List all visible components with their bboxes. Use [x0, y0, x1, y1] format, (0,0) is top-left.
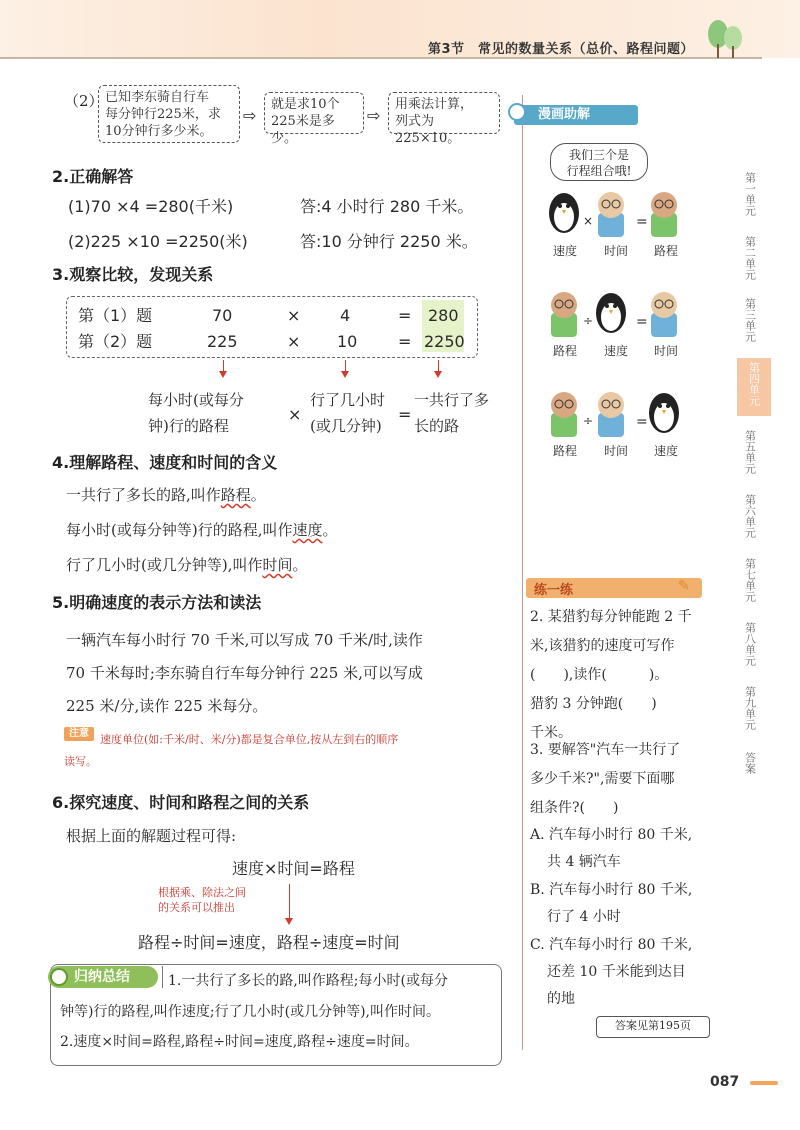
comic-banner: 漫画助解	[514, 105, 638, 125]
summary-line-1: 1.一共行了多长的路,叫作路程;每小时(或每分	[168, 973, 448, 989]
pencil-icon: ✎	[678, 578, 690, 594]
row-value: 225	[207, 332, 238, 351]
bear-icon-blue	[598, 392, 624, 437]
speech-bubble	[550, 143, 648, 181]
red-arrow	[289, 884, 290, 920]
row-result: 2250	[424, 332, 465, 351]
penguin-icon	[596, 293, 626, 333]
operator: ÷	[583, 314, 594, 328]
meaning-box	[264, 92, 364, 146]
section-2-title: 2.正确解答	[52, 167, 134, 186]
method-line-2: 列式为225×10。	[395, 114, 461, 146]
equals-sign: =	[398, 405, 412, 424]
def-text: 。	[322, 521, 338, 539]
option-line: 还差 10 千米能到达目	[547, 964, 686, 980]
term-distance: 路程	[220, 486, 251, 504]
meaning-line-2: 225米是多少。	[271, 114, 335, 146]
equals-sign: =	[636, 314, 648, 330]
label-line: 行了几小时	[310, 391, 386, 409]
toc-label: 第一单元	[743, 172, 757, 216]
operator: ÷	[583, 414, 594, 428]
section-title: 第3节 常见的数量关系（总价、路程问题）	[427, 42, 694, 57]
section-4-title: 4.理解路程、速度和时间的含义	[52, 453, 278, 472]
bear-icon-blue	[651, 292, 677, 337]
option-a[interactable]	[530, 822, 692, 876]
para-line: 70 千米每时;李东骑自行车每分钟行 225 米,可以写成	[66, 664, 423, 682]
toc-tab-unit-2[interactable]	[735, 236, 765, 280]
times-sign: ×	[287, 306, 301, 325]
toc-tab-unit-6[interactable]	[735, 494, 765, 538]
para-line: 一辆汽车每小时行 70 千米,可以写成 70 千米/时,读作	[66, 631, 423, 649]
answer-2: 答:10 分钟行 2250 米。	[300, 232, 478, 251]
given-line-2: 每分钟行225米，求	[105, 107, 221, 122]
toc-label: 第四单元	[747, 362, 761, 406]
toc-label: 第七单元	[743, 558, 757, 602]
solution-1: (1)70 ×4 =280(千米)	[68, 197, 234, 216]
question-3	[530, 736, 680, 823]
speed-notation-paragraph	[66, 624, 423, 723]
q-line: ( ),读作( )。	[530, 667, 669, 683]
arrow-right-icon: ⇨	[243, 106, 257, 125]
q-line: 千米。	[530, 725, 572, 741]
arrow-down-icon	[285, 918, 293, 925]
q-line: 2. 某猎豹每分钟能跑 2 千	[530, 609, 692, 625]
comic-row-2	[540, 283, 690, 341]
toc-tab-unit-9[interactable]	[735, 686, 765, 730]
option-line: 的地	[547, 991, 575, 1007]
label-line: (或几分钟)	[310, 417, 382, 435]
comic-label: 时间	[654, 344, 679, 358]
q-line: 猎豹 3 分钟跑( )	[530, 696, 657, 712]
toc-label: 第三单元	[743, 298, 757, 342]
q-line: 多少千米?",需要下面哪	[530, 771, 675, 787]
toc-tab-unit-3[interactable]	[735, 298, 765, 342]
q-line: 组条件?( )	[530, 800, 619, 816]
label-line: 长的路	[414, 417, 460, 435]
equals-sign: =	[636, 214, 648, 230]
option-c[interactable]	[530, 932, 692, 1013]
section-5-title: 5.明确速度的表示方法和读法	[52, 593, 262, 612]
bear-icon-green	[651, 192, 677, 237]
summary-line-3: 2.速度×时间=路程,路程÷时间=速度,路程÷速度=时间。	[60, 1034, 419, 1050]
definition-distance	[66, 484, 266, 505]
comic-label: 时间	[604, 244, 629, 258]
toc-label: 第九单元	[743, 686, 757, 730]
header-rule	[0, 57, 762, 59]
meaning-time	[310, 387, 385, 439]
option-line: 行了 4 小时	[547, 909, 621, 925]
arrow-down-icon	[219, 371, 227, 378]
comic-row-3	[540, 383, 690, 441]
bubble-line: 我们三个是	[568, 148, 629, 162]
row-label: 第（2）题	[78, 332, 153, 351]
option-line: B. 汽车每小时行 80 千米,	[530, 882, 693, 898]
toc-tab-unit-4[interactable]	[737, 358, 771, 416]
toc-label: 第六单元	[743, 494, 757, 538]
comic-label: 速度	[654, 444, 679, 458]
def-text: 一共行了多长的路,叫作	[66, 486, 221, 504]
summary-tag-divider	[162, 966, 163, 988]
row-value: 70	[212, 306, 233, 325]
comic-label: 速度	[553, 244, 578, 258]
arrow-right-icon: ⇨	[367, 106, 381, 125]
toc-label: 第八单元	[743, 622, 757, 666]
para-line: 225 米/分,读作 225 米每分。	[66, 697, 268, 715]
practice-title: 练一练	[534, 583, 574, 598]
comic-label: 路程	[553, 444, 578, 458]
label-line: 每小时(或每分	[148, 391, 244, 409]
derive-hint	[158, 885, 246, 915]
method-box	[388, 92, 500, 146]
note-line: 读写。	[64, 755, 97, 768]
toc-label: 第二单元	[743, 236, 757, 280]
derive-intro: 根据上面的解题过程可得:	[66, 827, 237, 845]
row-result: 280	[428, 306, 459, 325]
target-icon	[50, 968, 68, 986]
page-number: 087	[710, 1074, 740, 1090]
term-speed: 速度	[292, 521, 323, 539]
given-line-1: 已知李东骑自行车	[105, 90, 210, 105]
meaning-line-1: 就是求10个	[271, 97, 340, 112]
given-line-3: 10分钟行多少米。	[105, 124, 213, 139]
label-line: 钟)行的路程	[148, 417, 229, 435]
note-tag: 注意	[64, 727, 94, 741]
formula-derived: 路程÷时间=速度，路程÷速度=时间	[138, 933, 400, 952]
answer-reference[interactable]: 答案见第195页	[596, 1016, 710, 1038]
toc-label: 答案	[743, 752, 757, 774]
q-line: 米,该猎豹的速度可写作	[530, 638, 675, 654]
solution-2: (2)225 ×10 =2250(米)	[68, 232, 248, 251]
hint-line: 根据乘、除法之间	[158, 886, 246, 899]
tree-icon	[706, 18, 744, 58]
equals-sign: =	[398, 332, 412, 351]
section-3-title: 3.观察比较，发现关系	[52, 265, 214, 284]
summary-tag: 归纳总结	[48, 966, 158, 988]
toc-tab-unit-5[interactable]	[735, 430, 765, 474]
toc-tab-unit-7[interactable]	[735, 558, 765, 602]
page-accent-bar	[750, 1081, 778, 1085]
column-divider	[522, 95, 523, 1050]
option-b[interactable]	[530, 877, 692, 931]
arrow-down-icon	[434, 371, 442, 378]
option-line: C. 汽车每小时行 80 千米,	[530, 937, 693, 953]
definition-time	[66, 554, 308, 575]
q-line: 3. 要解答"汽车一共行了	[530, 742, 681, 758]
row-value: 4	[340, 306, 351, 325]
comic-label: 时间	[604, 444, 629, 458]
row-value: 10	[337, 332, 358, 351]
bear-icon-green	[551, 392, 577, 437]
toc-label: 第五单元	[743, 430, 757, 474]
operator: ×	[583, 214, 594, 228]
note-text	[100, 727, 398, 753]
hint-line: 的关系可以推出	[158, 901, 235, 914]
meaning-speed	[148, 387, 244, 439]
bear-icon-blue	[598, 192, 624, 237]
answer-1: 答:4 小时行 280 千米。	[300, 197, 474, 216]
summary-line-2: 钟等)行的路程,叫作速度;行了几小时(或几分钟等),叫作时间。	[60, 1004, 441, 1020]
step-number: （2）	[64, 92, 104, 110]
times-sign: ×	[287, 332, 301, 351]
toc-tab-answers[interactable]	[735, 752, 765, 774]
bear-icon-green	[551, 292, 577, 337]
equals-sign: =	[636, 414, 648, 430]
term-time: 时间	[262, 556, 293, 574]
def-text: 每小时(或每分钟等)行的路程,叫作	[66, 521, 293, 539]
meaning-distance	[414, 387, 489, 439]
toc-tab-unit-1[interactable]	[735, 172, 765, 216]
def-text: 。	[292, 556, 308, 574]
note-line: 速度单位(如:千米/时、米/分)都是复合单位,按从左到右的顺序	[100, 733, 399, 746]
comic-label: 路程	[654, 244, 679, 258]
section-6-title: 6.探究速度、时间和路程之间的关系	[52, 793, 310, 812]
option-line: A. 汽车每小时行 80 千米,	[530, 827, 693, 843]
label-line: 一共行了多	[414, 391, 490, 409]
bubble-line: 行程组合哦!	[566, 164, 632, 178]
hand-pointer-icon	[508, 103, 526, 121]
equals-sign: =	[398, 306, 412, 325]
row-label: 第（1）题	[78, 306, 153, 325]
comic-label: 路程	[553, 344, 578, 358]
question-2	[530, 603, 692, 748]
given-box	[98, 85, 240, 143]
times-sign: ×	[288, 405, 302, 424]
penguin-icon	[549, 193, 579, 233]
arrow-down-icon	[341, 371, 349, 378]
comic-label: 速度	[604, 344, 629, 358]
formula-distance: 速度×时间=路程	[232, 859, 355, 878]
option-line: 共 4 辆汽车	[547, 854, 621, 870]
method-line-1: 用乘法计算，	[395, 97, 474, 112]
def-text: 。	[250, 486, 266, 504]
comic-row-1	[540, 183, 690, 241]
toc-tab-unit-8[interactable]	[735, 622, 765, 666]
penguin-icon	[649, 393, 679, 433]
def-text: 行了几小时(或几分钟等),叫作	[66, 556, 263, 574]
definition-speed	[66, 519, 338, 540]
